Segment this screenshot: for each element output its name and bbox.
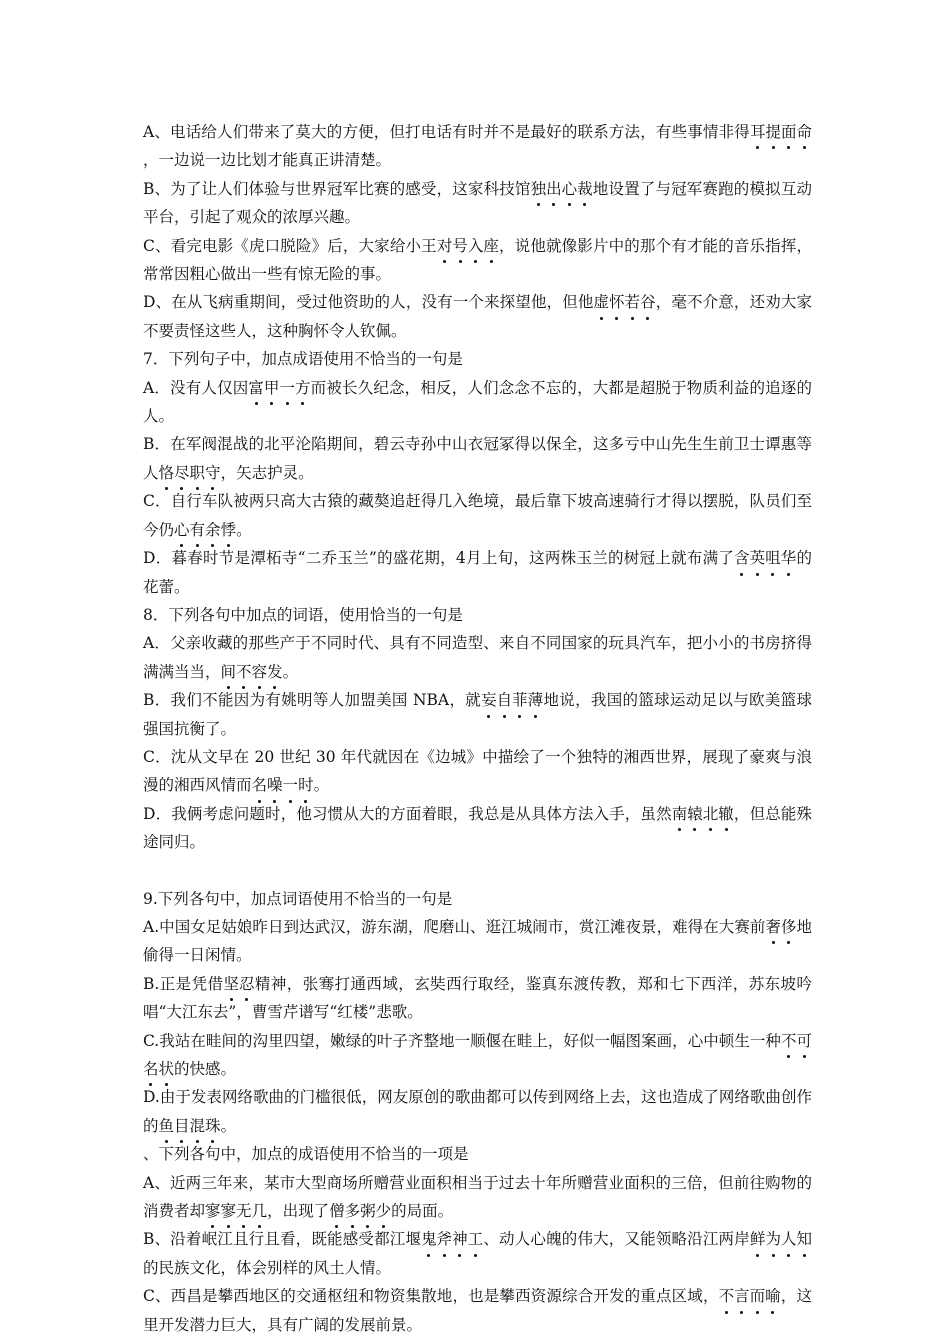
paragraph [143, 629, 812, 686]
text-run: D.由于发表网络歌曲的门槛很低，网友原创的歌曲都可以传到网络上去，这也造成了网络歌曲创作的 [143, 1088, 812, 1135]
emphasized-phrase: 妄自菲薄 [481, 691, 543, 709]
paragraph [143, 1169, 812, 1226]
paragraph [143, 686, 812, 743]
paragraph [143, 913, 812, 970]
emphasized-phrase: 不可名状 [143, 1032, 812, 1078]
text-run: ，一边说一边比划才能真正讲清楚。 [143, 151, 392, 170]
text-run: C、西昌是攀西地区的交通枢纽和物资集散地，也是攀西资源综合开发的重点区域， [143, 1287, 719, 1306]
text-run: 地偷得一日闲情。 [143, 917, 812, 965]
text-run: A．没有人仅因 [143, 378, 249, 397]
paragraph [143, 1083, 812, 1140]
text-run: B．在军阀混战的北平沦陷期间，碧云寺孙中山衣冠冢得以保全，这多亏中山先生生前卫士谭惠等人 [143, 435, 812, 482]
text-run: C、看完电影《虎口脱险》后，大家给小王 [143, 236, 437, 255]
text-run: A．父亲收藏的那些产于不同时代、具有不同造型、来自不同国家的玩具汽车，把小小的书房挤得满满当当， [143, 634, 812, 681]
text-run: ，这里开发潜力巨大，具有广阔的发展前景。 [143, 1287, 812, 1334]
text-run: D．我俩考虑问题时，他习惯从大的方面着眼，我总是从具体方法入手，虽然 [143, 804, 672, 823]
emphasized-phrase: 虚怀若谷 [594, 293, 656, 311]
paragraph [143, 743, 812, 800]
text-run: D、在从飞病重期间，受过他资助的人，没有一个来探望他，但他 [143, 293, 594, 312]
text-run: 、下列各句中，加点的成语使用不恰当的一项是 [143, 1145, 469, 1164]
emphasized-phrase: 寥寥无几 [205, 1202, 267, 1220]
text-run: 的花蕾。 [143, 549, 812, 596]
text-run: C．沈从文早在 20 世纪 30 年代就因在《边城》中描绘了一个独特的湘西世界，展现了豪爽与浪漫的湘西风情而 [143, 747, 812, 795]
emphasized-phrase: 恪尽职守 [159, 464, 221, 482]
emphasized-phrase: 不言而喻 [719, 1287, 781, 1305]
text-run: B、为了让人们体验与世界冠军比赛的感受，这家科技馆 [143, 179, 531, 198]
paragraph [143, 118, 812, 175]
text-run: ，出现了 [267, 1202, 330, 1221]
paragraph [143, 345, 812, 373]
text-run: ，但总能殊途同归。 [143, 804, 812, 852]
paragraph [143, 970, 812, 1027]
text-run: C.我站在畦间的沟里四望，嫩绿的叶子齐整地一顺偃在畦上，好似一幅图案画，心中顿生一种 [143, 1031, 781, 1050]
emphasized-phrase: 鱼目混珠 [159, 1117, 221, 1135]
document-body [143, 118, 812, 1339]
text-run: 。 [236, 520, 252, 539]
paragraph [143, 430, 812, 487]
emphasized-phrase: 含英咀华 [734, 549, 796, 567]
text-run: A、电话给人们带来了莫大的方便，但打电话有时并不是最好的联系方法，有些事情非得 [143, 123, 750, 141]
text-run: 9.下列各句中，加点词语使用不恰当的一句是 [143, 889, 453, 908]
emphasized-phrase: 南辕北辙 [672, 805, 734, 823]
text-run: ，说他就像影片中的那个有才能的音乐指挥，常常因粗心做出一些有惊无险的事。 [143, 236, 812, 284]
text-run: D．暮春时节是潭柘寺“二乔玉兰”的盛花期，4月上旬，这两株玉兰的树冠上就布满了 [143, 549, 735, 568]
paragraph [143, 800, 812, 857]
text-run: 。 [313, 776, 330, 795]
text-run: 地说，我国的篮球运动足以与欧美篮球强国抗衡了。 [143, 691, 812, 738]
emphasized-phrase: 耳提面命 [750, 123, 812, 141]
text-run: B．我们不能因为有姚明等人加盟美国 NBA，就 [143, 691, 482, 710]
text-run: B、沿着岷江且行且看，既能感受都江堰 [143, 1230, 422, 1249]
emphasized-phrase: 心有余悸 [174, 521, 236, 539]
text-run: 。 [220, 1116, 237, 1135]
text-run: 地设置了与冠军赛跑的模拟互动平台，引起了观众的浓厚兴趣。 [143, 179, 812, 227]
emphasized-phrase: 名噪一时 [252, 776, 314, 794]
text-run: 8．下列各句中加点的词语，使用恰当的一句是 [143, 605, 463, 624]
text-run: 7．下列句子中，加点成语使用不恰当的一句是 [143, 350, 463, 369]
text-run: B.正是凭借 [143, 974, 224, 993]
emphasized-phrase: 坚忍 [223, 975, 254, 993]
text-run: A、近两三年来，某市大型商场所赠营业面积相当于过去十年所赠营业面积的三倍，但前往购物的消费者却 [143, 1173, 812, 1221]
paragraph [143, 885, 812, 913]
emphasized-phrase: 对号入座 [437, 237, 499, 255]
emphasized-phrase: 鬼斧神工 [421, 1230, 483, 1248]
text-run: 、动人心魄的伟大，又能领略沿江两岸 [483, 1230, 750, 1249]
text-run: A.中国女足姑娘昨日到达武汉，游东湖，爬磨山、逛江城闹市，赏江滩夜景，难得在大赛前 [143, 917, 766, 936]
paragraph [143, 544, 812, 601]
text-run: ，毫不介意，还劝大家不要责怪这些人，这种胸怀令人钦佩。 [143, 293, 812, 340]
text-run: 的民族文化，体会别样的风土人情。 [143, 1258, 392, 1277]
emphasized-phrase: 鲜为人知 [750, 1230, 812, 1248]
text-run: C．自行车队被两只高大古猿的藏獒追赶得几入绝境，最后靠下坡高速骑行才得以摆脱，队员们至今仍 [143, 492, 812, 539]
paragraph [143, 601, 812, 629]
text-run: 精神，张骞打通西域，玄奘西行取经，鉴真东渡传教，郑和七下西洋，苏东坡吟唱“大江东去”，曹雪芹谱写“红楼”悲歌。 [143, 974, 812, 1022]
paragraph [143, 232, 812, 289]
section-gap [143, 857, 812, 885]
text-run: ，矢志护灵。 [220, 463, 314, 482]
paragraph [143, 1140, 812, 1168]
paragraph [143, 487, 812, 544]
emphasized-phrase: 奢侈 [765, 918, 796, 936]
emphasized-phrase: 独出心裁 [531, 180, 593, 198]
emphasized-phrase: 僧多粥少 [329, 1202, 391, 1220]
text-run: 的快感。 [174, 1060, 237, 1078]
text-run: 。 [282, 662, 299, 681]
paragraph [143, 374, 812, 431]
emphasized-phrase: 间不容发 [221, 663, 283, 681]
paragraph [143, 1282, 812, 1339]
paragraph [143, 288, 812, 345]
paragraph [143, 175, 812, 232]
text-run: 的局面。 [391, 1202, 454, 1221]
emphasized-phrase: 富甲一方 [248, 379, 310, 397]
text-run: 而被长久纪念，相反，人们念念不忘的，大都是超脱于物质利益的追逐的人。 [143, 378, 812, 426]
paragraph [143, 1027, 812, 1084]
paragraph [143, 1225, 812, 1282]
